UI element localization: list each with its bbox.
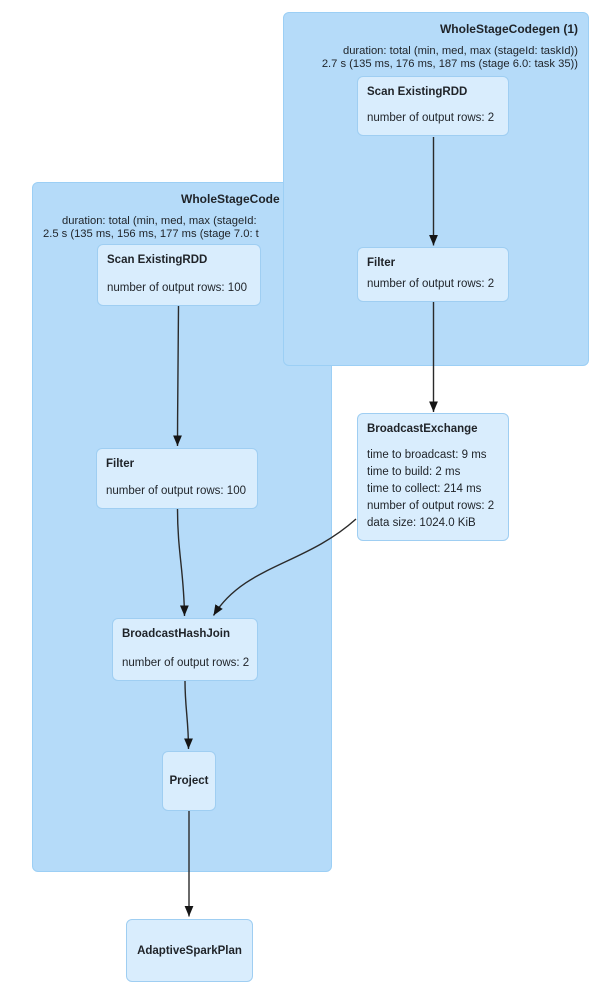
node-title: Scan ExistingRDD: [367, 86, 468, 98]
node-title: BroadcastHashJoin: [122, 628, 231, 640]
cluster-duration-line2: 2.7 s (135 ms, 176 ms, 187 ms (stage 6.0: task 35)): [321, 57, 578, 70]
node-title: Filter: [367, 257, 396, 269]
node-metric: number of output rows: 2: [367, 278, 495, 290]
node-title: Filter: [106, 458, 135, 470]
node-metric: data size: 1024.0 KiB: [367, 517, 476, 529]
cluster-duration-line1: duration: total (min, med, max (stageId:: [62, 215, 257, 227]
node-metric: number of output rows: 100: [107, 282, 247, 294]
node-metric: time to collect: 214 ms: [367, 483, 482, 495]
plan-node-scan-existingrdd-right[interactable]: [357, 76, 509, 136]
cluster-wholestagecodegen-1: [283, 12, 589, 366]
plan-node-filter-left[interactable]: [96, 448, 258, 509]
node-title: Scan ExistingRDD: [107, 254, 208, 266]
cluster-title: WholeStageCodegen (1): [439, 22, 578, 36]
plan-node-broadcasthashjoin[interactable]: [112, 618, 258, 681]
node-metric: number of output rows: 2: [367, 112, 495, 124]
node-title: BroadcastExchange: [367, 423, 478, 435]
cluster-duration-line1: duration: total (min, med, max (stageId: taskId)): [342, 45, 578, 57]
node-metric: number of output rows: 2: [367, 500, 495, 512]
node-metric: number of output rows: 2: [122, 657, 250, 669]
node-title: Project: [169, 775, 209, 787]
plan-node-broadcastexchange[interactable]: [357, 413, 509, 541]
plan-node-project[interactable]: [162, 751, 216, 811]
cluster-duration-line2: 2.5 s (135 ms, 156 ms, 177 ms (stage 7.0: t: [43, 227, 259, 240]
cluster-title: WholeStageCode: [181, 192, 280, 206]
plan-node-filter-right[interactable]: [357, 247, 509, 302]
node-title: AdaptiveSparkPlan: [137, 944, 242, 957]
spacer: [322, 36, 578, 45]
node-metric: time to build: 2 ms: [367, 466, 461, 478]
node-metric: time to broadcast: 9 ms: [367, 449, 487, 461]
node-metric: number of output rows: 100: [106, 485, 246, 497]
plan-node-adaptivesparkplan[interactable]: [126, 919, 253, 982]
plan-node-scan-existingrdd-left[interactable]: [97, 244, 261, 306]
